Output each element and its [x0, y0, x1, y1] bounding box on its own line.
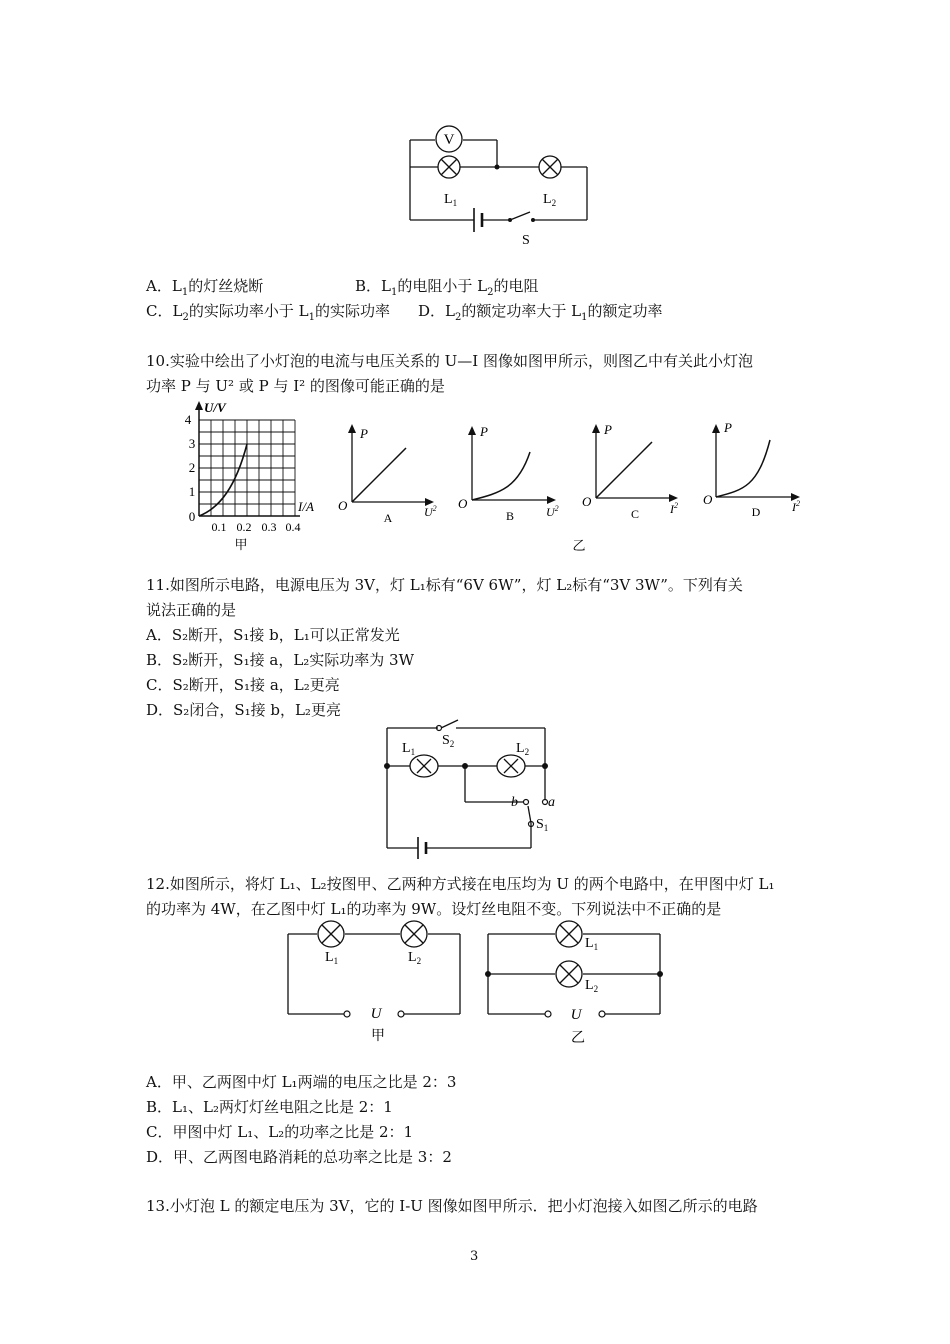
q10-graph-jia — [180, 398, 330, 558]
contact-b-label: b — [511, 795, 518, 810]
l1-label: $L_1$ — [402, 741, 416, 757]
q11-circuit — [376, 718, 566, 863]
jia-x-label: I/A — [298, 499, 314, 514]
jia-x-tick: 0.3 — [261, 520, 277, 534]
graph-b-origin: O — [458, 496, 468, 511]
graph-b-letter: B — [505, 509, 515, 523]
q12-circuit-yi — [480, 918, 680, 1048]
yi-l2-label: $L_2$ — [585, 978, 599, 994]
lamp-l2-label: $L_2$ — [543, 192, 557, 208]
q11-option-b[interactable]: B．S₂断开，S₁接 a，L₂实际功率为 3W — [146, 651, 415, 669]
s1-label: $S_1$ — [536, 817, 549, 833]
graph-c-origin: O — [582, 494, 592, 509]
yi-u-label: U — [570, 1007, 582, 1023]
q11-stem-line1: 11.如图所示电路，电源电压为 3V，灯 L₁标有“6V 6W”，灯 L₂标有“3V 3W”。下列有关 — [146, 576, 743, 594]
s2-label: $S_2$ — [442, 733, 455, 749]
graph-d-x-label: $I^2$ — [792, 499, 800, 514]
graph-b-y-label: P — [480, 424, 488, 439]
graph-a-letter: A — [383, 511, 393, 525]
jia-l2-label: $L_2$ — [408, 950, 422, 966]
yi-caption: 乙 — [572, 538, 586, 553]
graph-d-letter: D — [751, 505, 761, 519]
q13-stem-line1: 13.小灯泡 L 的额定电压为 3V，它的 I-U 图像如图甲所示．把小灯泡接入如图乙所示的电路 — [146, 1197, 758, 1215]
contact-a-label: a — [548, 795, 555, 810]
lamp-l1-label: $L_1$ — [444, 192, 458, 208]
q9-option-c[interactable]: C．$L_2$的实际功率小于 $L_1$的实际功率 — [146, 302, 390, 323]
q10-graphs-yi — [330, 418, 810, 558]
jia-y-tick: 2 — [188, 460, 196, 475]
graph-c-x-label: $I^2$ — [670, 501, 678, 516]
q10-stem-line1: 10.实验中绘出了小灯泡的电流与电压关系的 U—I 图像如图甲所示，则图乙中有关此小灯泡 — [146, 352, 753, 370]
jia-x-tick: 0.1 — [211, 520, 227, 534]
graph-c-y-label: P — [604, 422, 612, 437]
q12-option-b[interactable]: B．L₁、L₂两灯灯丝电阻之比是 2：1 — [146, 1098, 393, 1116]
yi-caption: 乙 — [571, 1031, 585, 1046]
q10-stem-line2: 功率 P 与 U² 或 P 与 I² 的图像可能正确的是 — [146, 377, 445, 395]
jia-u-label: U — [370, 1006, 382, 1022]
jia-y-label: U/V — [204, 400, 226, 415]
q11-option-a[interactable]: A．S₂断开，S₁接 b，L₁可以正常发光 — [146, 626, 400, 644]
q12-option-c[interactable]: C．甲图中灯 L₁、L₂的功率之比是 2：1 — [146, 1123, 414, 1141]
switch-label: S — [522, 233, 530, 248]
q11-option-c[interactable]: C．S₂断开，S₁接 a，L₂更亮 — [146, 676, 340, 694]
q11-option-d[interactable]: D．S₂闭合，S₁接 b，L₂更亮 — [146, 701, 341, 719]
l2-label: $L_2$ — [516, 741, 530, 757]
jia-y-tick: 3 — [188, 436, 196, 451]
q12-option-d[interactable]: D．甲、乙两图电路消耗的总功率之比是 3：2 — [146, 1148, 452, 1166]
voltmeter-label: V — [443, 132, 455, 148]
graph-b-x-label: $U^2$ — [546, 504, 559, 519]
jia-l1-label: $L_1$ — [325, 950, 339, 966]
graph-a-x-label: $U^2$ — [424, 504, 437, 519]
graph-d-y-label: P — [724, 420, 732, 435]
jia-caption: 甲 — [234, 537, 248, 552]
q12-circuit-jia — [280, 918, 470, 1048]
jia-y-tick: 0 — [188, 509, 196, 524]
q11-stem-line2: 说法正确的是 — [146, 601, 237, 619]
jia-x-tick: 0.2 — [236, 520, 252, 534]
graph-d — [716, 428, 796, 497]
graph-a-y-label: P — [360, 426, 368, 441]
graph-c — [596, 428, 674, 498]
q12-stem-line2: 的功率为 4W，在乙图中灯 L₁的功率为 9W。设灯丝电阻不变。下列说法中不正确的是 — [146, 900, 722, 918]
jia-x-tick: 0.4 — [285, 520, 301, 534]
graph-b — [472, 430, 552, 500]
graph-d-origin: O — [703, 492, 713, 507]
graph-a-origin: O — [338, 498, 348, 513]
q9-option-a[interactable]: A．$L_1$的灯丝烧断 — [146, 277, 264, 298]
q12-option-a[interactable]: A．甲、乙两图中灯 L₁两端的电压之比是 2：3 — [146, 1073, 457, 1091]
jia-y-tick: 1 — [188, 484, 196, 499]
jia-y-tick: 4 — [184, 412, 192, 427]
page-number: 3 — [470, 1249, 479, 1264]
yi-l1-label: $L_1$ — [585, 936, 599, 952]
q9-option-d[interactable]: D．$L_2$的额定功率大于 $L_1$的额定功率 — [418, 302, 663, 323]
jia-caption: 甲 — [371, 1029, 385, 1044]
q12-stem-line1: 12.如图所示，将灯 L₁、L₂按图甲、乙两种方式接在电压均为 U 的两个电路中，在甲图中灯 L₁ — [146, 875, 775, 893]
q9-circuit — [400, 120, 600, 250]
graph-c-letter: C — [630, 507, 640, 521]
q9-option-b[interactable]: B．$L_1$的电阻小于 $L_2$的电阻 — [355, 277, 539, 298]
